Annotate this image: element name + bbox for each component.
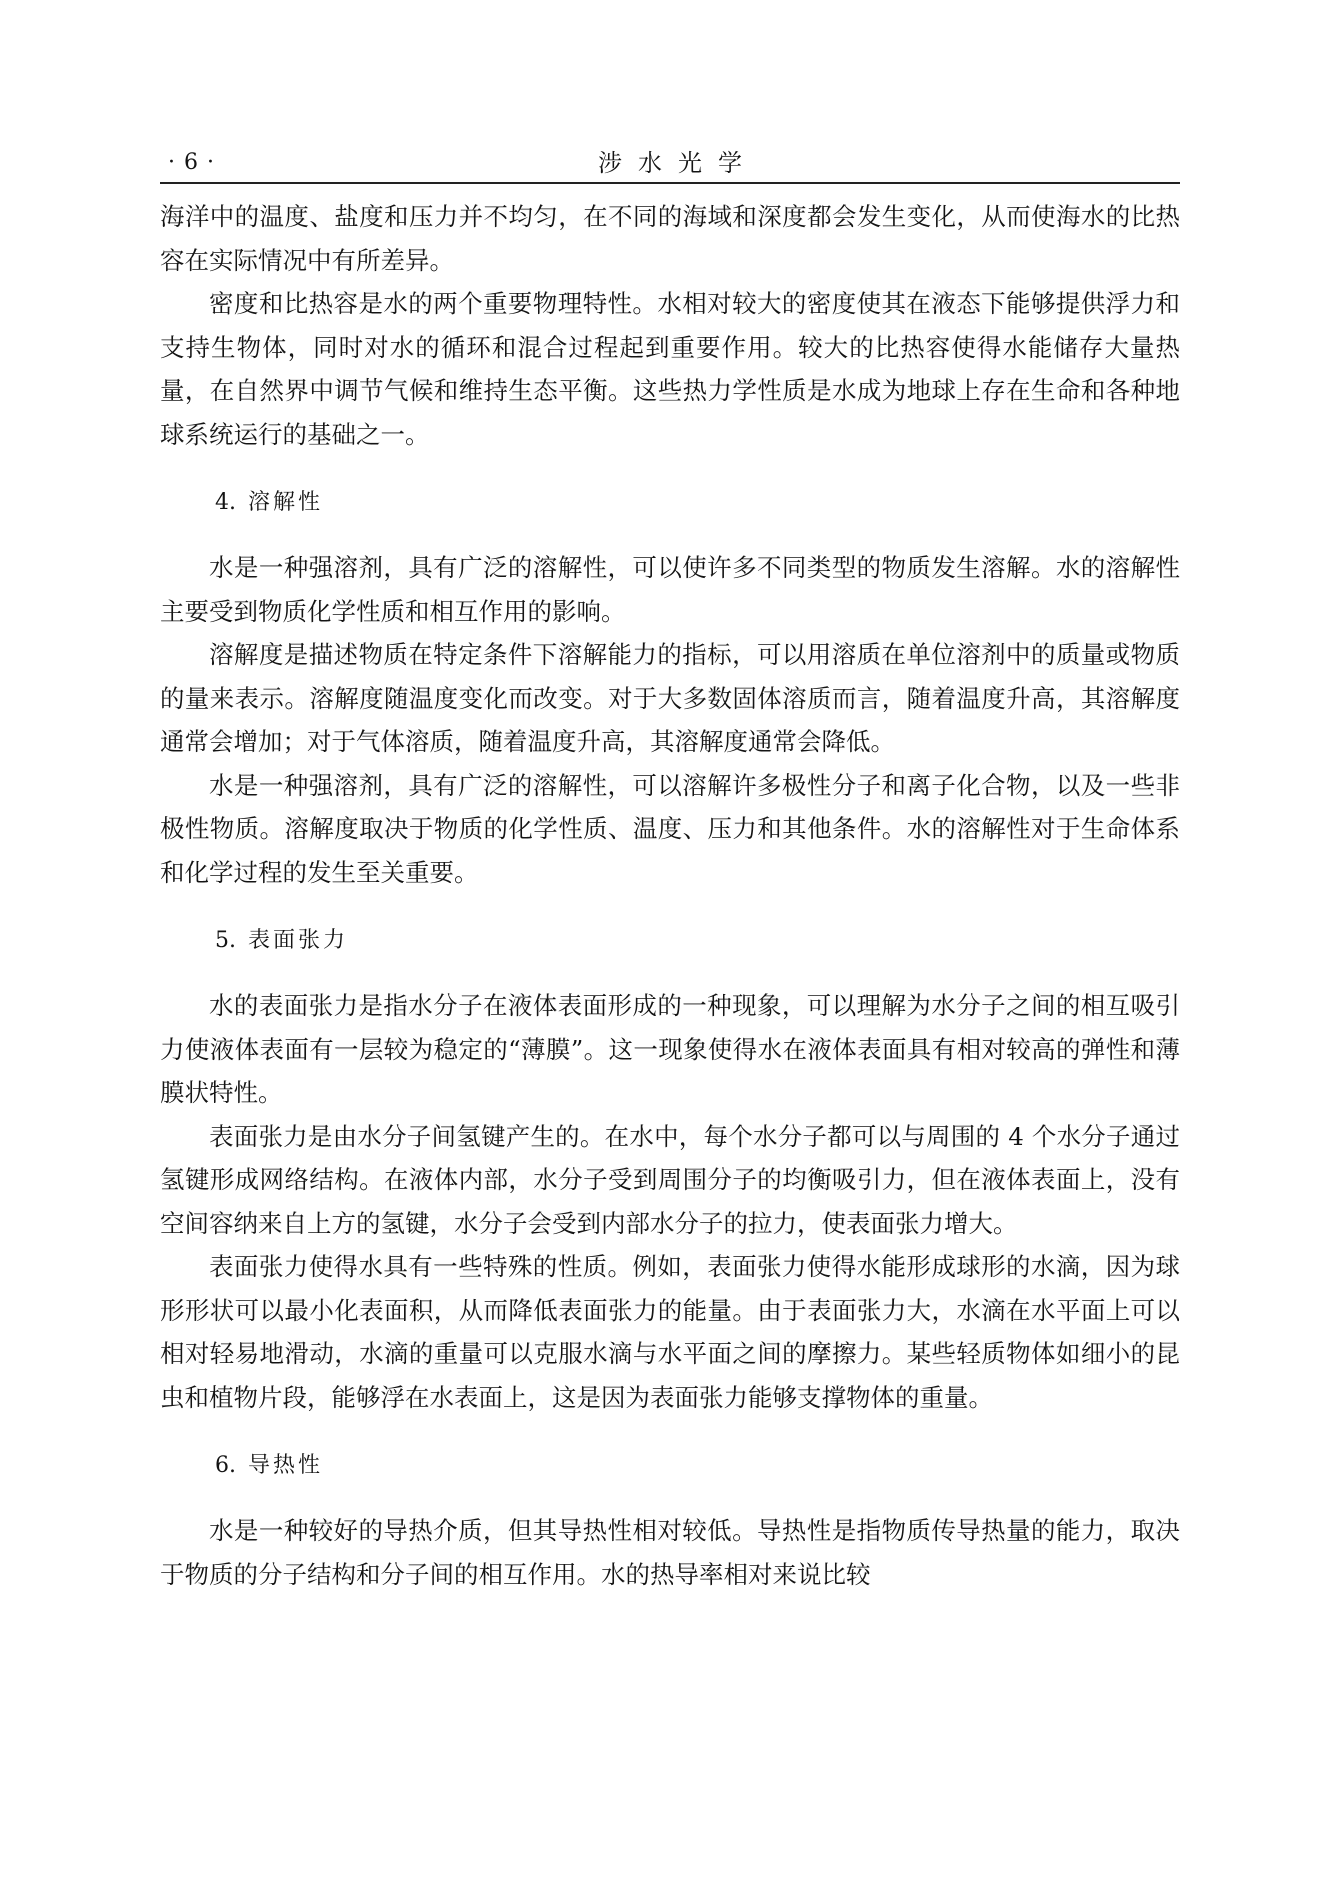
paragraph: 水是一种强溶剂，具有广泛的溶解性，可以溶解许多极性分子和离子化合物，以及一些非极性物质。溶解度取决于物质的化学性质、温度、压力和其他条件。水的溶解性对于生命体系和化学过程的发生至关重要。 xyxy=(160,770,1180,887)
section-number: 5. xyxy=(215,928,236,953)
paragraph: 表面张力使得水具有一些特殊的性质。例如，表面张力使得水能形成球形的水滴，因为球形形状可以最小化表面积，从而降低表面张力的能量。由于表面张力大，水滴在水平面上可以相对轻易地滑动，水滴的重量可以克服水滴与水平面之间的摩擦力。某些轻质物体如细小的昆虫和植物片段，能够浮在水表面上，这是因为表面张力能够支撑物体的重量。 xyxy=(160,1252,1180,1412)
paragraph: 海洋中的温度、盐度和压力并不均匀，在不同的海域和深度都会发生变化，从而使海水的比热容在实际情况中有所差异。 xyxy=(160,202,1180,275)
paragraph: 水的表面张力是指水分子在液体表面形成的一种现象，可以理解为水分子之间的相互吸引力使液体表面有一层较为稳定的“薄膜”。这一现象使得水在液体表面具有相对较高的弹性和薄膜状特性。 xyxy=(160,991,1180,1107)
running-title: 涉水光学 xyxy=(598,149,758,177)
paragraph: 溶解度是描述物质在特定条件下溶解能力的指标，可以用溶质在单位溶剂中的质量或物质的量来表示。溶解度随温度变化而改变。对于大多数固体溶质而言，随着温度升高，其溶解度通常会增加；对于气体溶质，随着温度升高，其溶解度通常会降低。 xyxy=(160,640,1180,756)
paragraph: 水是一种较好的导热介质，但其导热性相对较低。导热性是指物质传导热量的能力，取决于物质的分子结构和分子间的相互作用。水的热导率相对来说比较 xyxy=(160,1516,1180,1589)
section-heading-surface-tension xyxy=(160,919,1180,963)
page-header xyxy=(160,146,1180,182)
page-number: · 6 · xyxy=(168,150,215,175)
paragraph: 水是一种强溶剂，具有广泛的溶解性，可以使许多不同类型的物质发生溶解。水的溶解性主要受到物质化学性质和相互作用的影响。 xyxy=(160,553,1180,626)
paragraph: 表面张力是由水分子间氢键产生的。在水中，每个水分子都可以与周围的 4 个水分子通过氢键形成网络结构。在液体内部，水分子受到周围分子的均衡吸引力，但在液体表面上，没有空间容纳来自上方的氢键，水分子会受到内部水分子的拉力，使表面张力增大。 xyxy=(160,1121,1180,1238)
section-title: 表面张力 xyxy=(248,928,349,953)
section-title: 导热性 xyxy=(248,1453,324,1478)
paragraph: 密度和比热容是水的两个重要物理特性。水相对较大的密度使其在液态下能够提供浮力和支持生物体，同时对水的循环和混合过程起到重要作用。较大的比热容使得水能储存大量热量，在自然界中调节气候和维持生态平衡。这些热力学性质是水成为地球上存在生命和各种地球系统运行的基础之一。 xyxy=(160,289,1180,449)
section-heading-solubility xyxy=(160,481,1180,525)
header-rule xyxy=(160,182,1180,184)
section-title: 溶解性 xyxy=(248,490,324,515)
section-heading-thermal-conductivity xyxy=(160,1444,1180,1488)
section-number: 6. xyxy=(215,1453,236,1478)
page-body xyxy=(160,195,1180,1596)
section-number: 4. xyxy=(215,490,236,515)
